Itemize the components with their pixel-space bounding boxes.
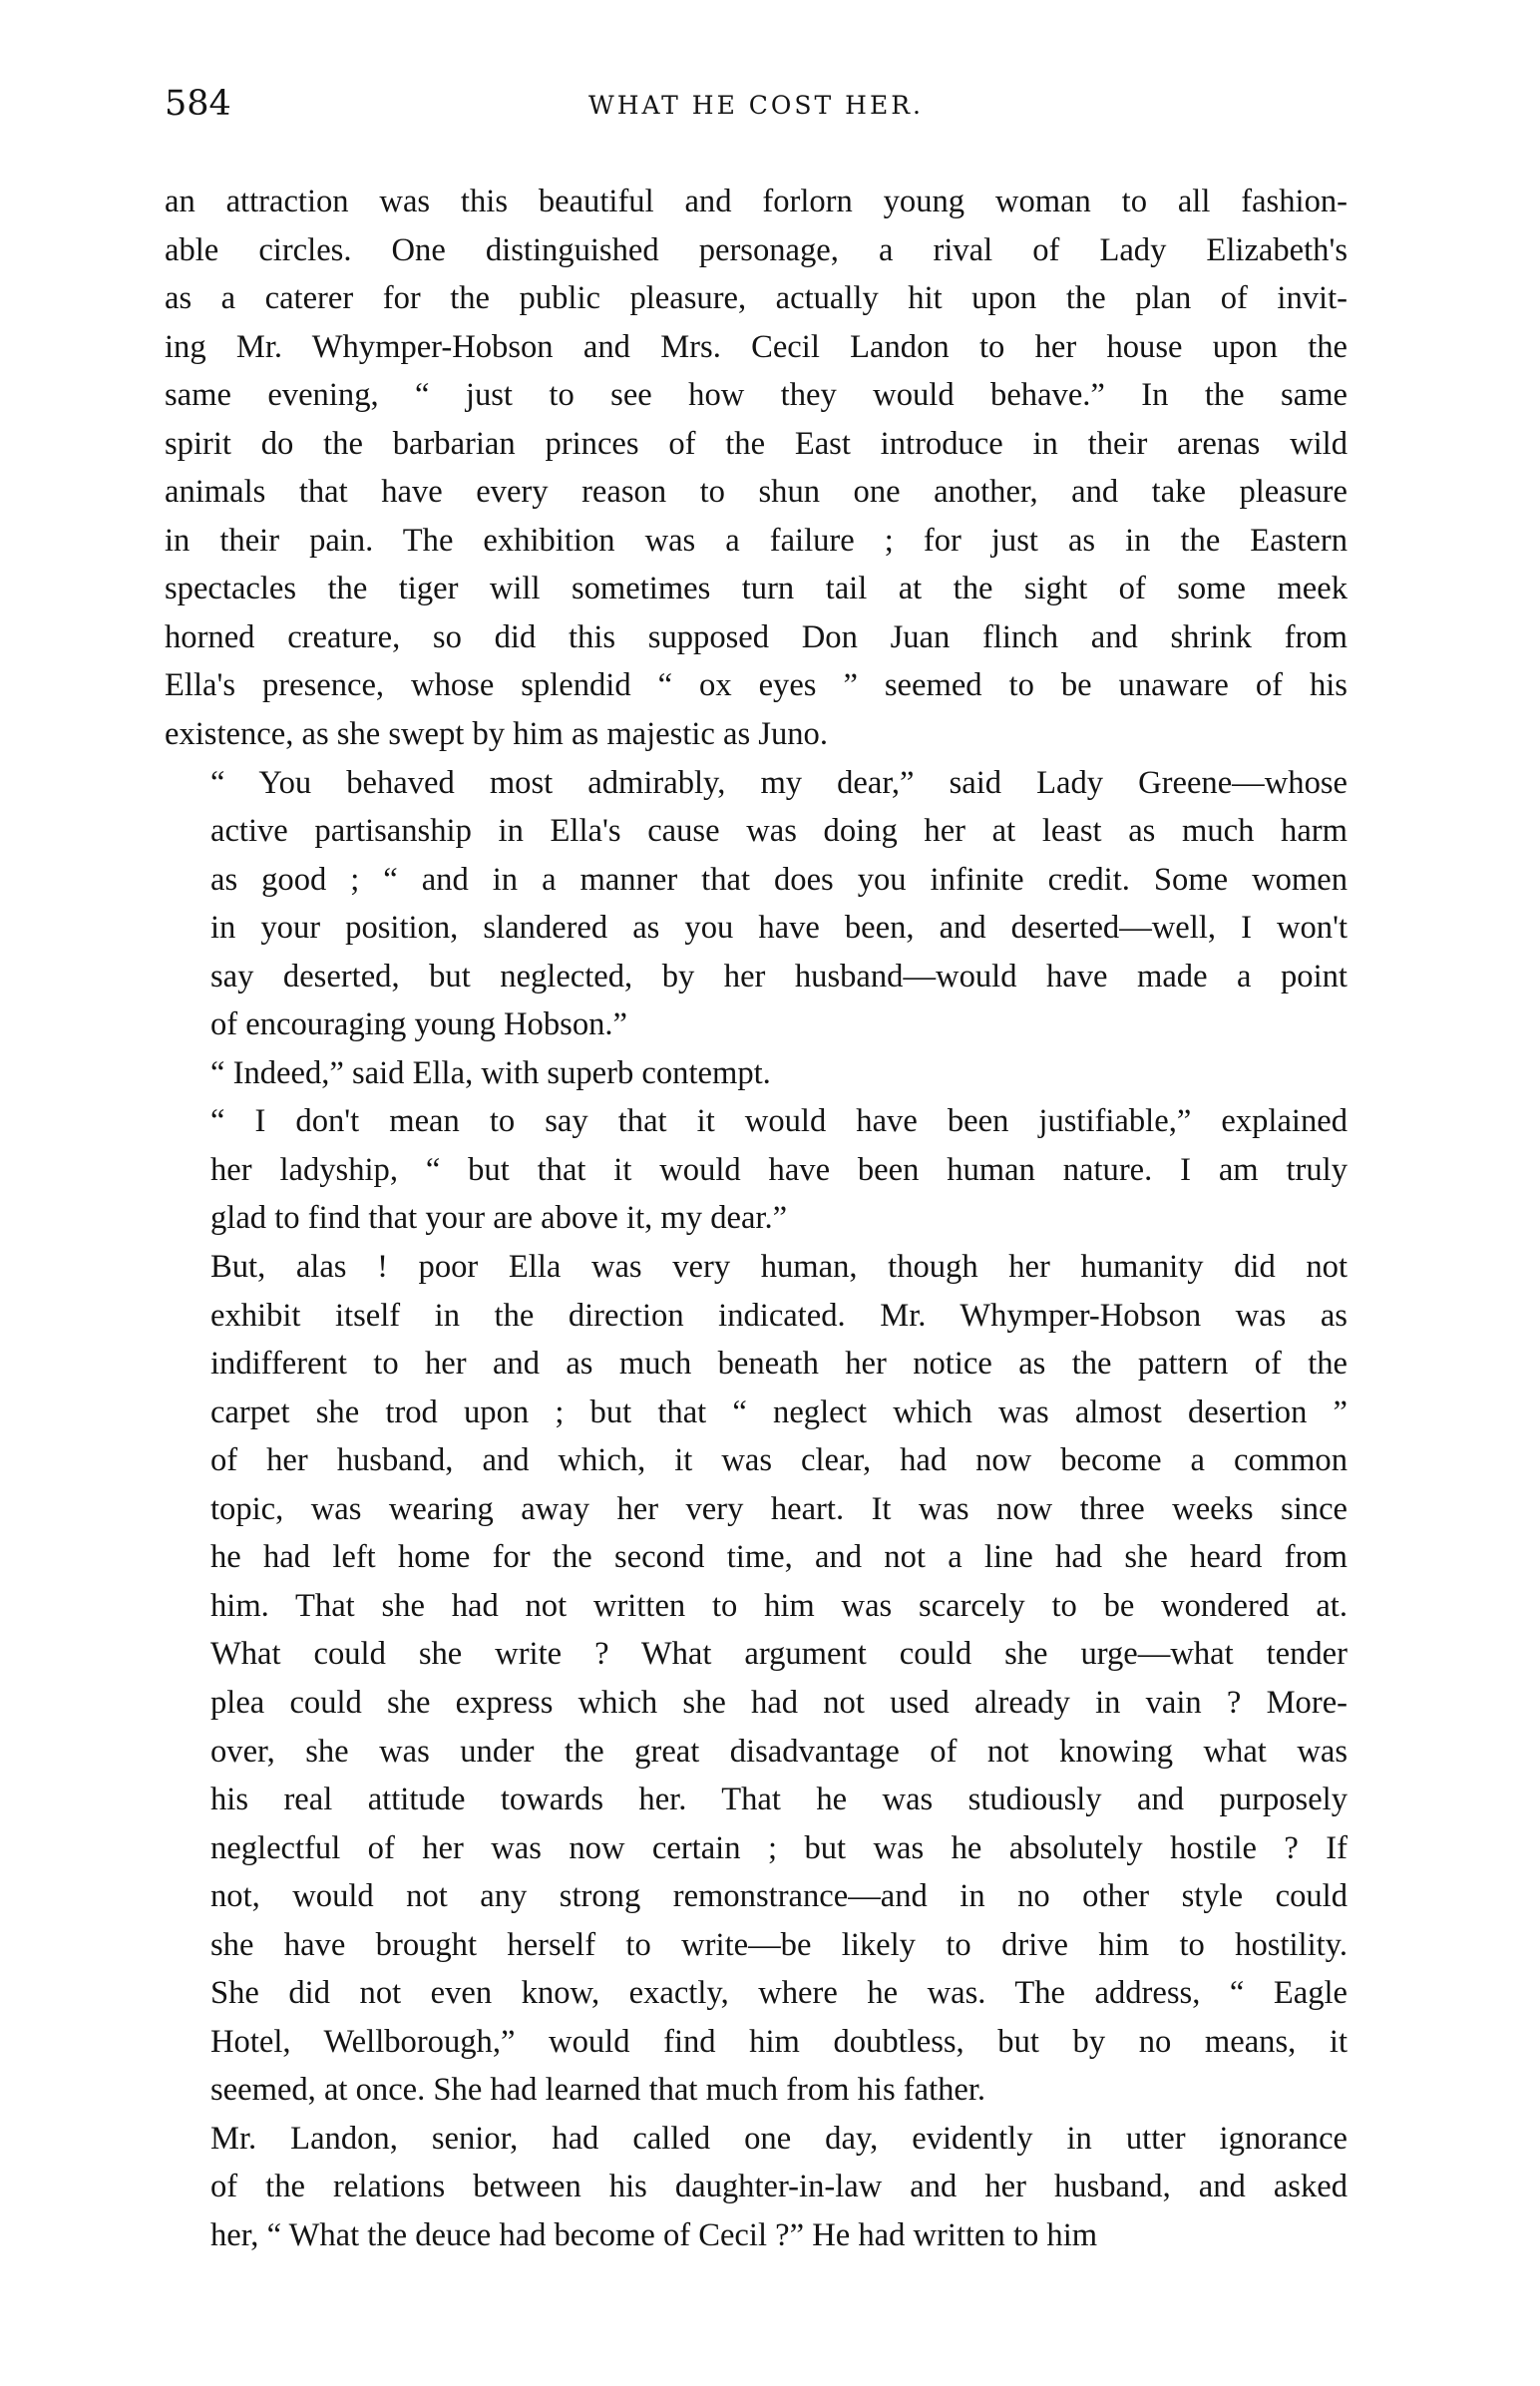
text-line: in their pain. The exhibition was a failure ; for just as in the Eastern <box>165 522 1348 559</box>
text-line: spirit do the barbarian princes of the East introduce in their arenas wild <box>165 425 1348 462</box>
paragraph <box>165 2115 1348 2260</box>
paragraph <box>165 759 1348 1049</box>
text-line: over, she was under the great disadvantage of not knowing what was <box>210 1733 1348 1770</box>
paragraph <box>165 178 1348 759</box>
text-line: as a caterer for the public pleasure, actually hit upon the plan of invit- <box>165 280 1348 317</box>
text-line: But, alas ! poor Ella was very human, though her humanity did not <box>210 1249 1348 1286</box>
text-line: “ You behaved most admirably, my dear,” said Lady Greene—whose <box>210 764 1348 801</box>
text-line: her, “ What the deuce had become of Cecil ?” He had written to him <box>210 2216 1098 2253</box>
text-line: he had left home for the second time, and not a line had she heard from <box>210 1539 1348 1576</box>
text-line: She did not even know, exactly, where he was. The address, “ Eagle <box>210 1975 1348 2012</box>
text-line: say deserted, but neglected, by her husband—would have made a point <box>210 958 1348 994</box>
text-line: “ Indeed,” said Ella, with superb contempt. <box>210 1054 771 1091</box>
text-line: in your position, slandered as you have been, and deserted—well, I won't <box>210 910 1348 947</box>
paragraph <box>165 1049 1348 1098</box>
text-line: his real attitude towards her. That he was studiously and purposely <box>210 1782 1348 1818</box>
text-line: Mr. Landon, senior, had called one day, evidently in utter ignorance <box>210 2120 1348 2157</box>
text-line: as good ; “ and in a manner that does you infinite credit. Some women <box>210 861 1348 898</box>
text-line: of her husband, and which, it was clear, had now become a common <box>210 1442 1348 1479</box>
paragraph <box>165 1243 1348 2115</box>
book-page <box>165 82 1348 2260</box>
text-line: horned creature, so did this supposed Don Juan flinch and shrink from <box>165 618 1348 655</box>
text-line: Ella's presence, whose splendid “ ox eyes ” seemed to be unaware of his <box>165 667 1348 704</box>
page-number: 584 <box>165 84 231 124</box>
text-line: not, would not any strong remonstrance—and in no other style could <box>210 1878 1348 1915</box>
running-title: WHAT HE COST HER. <box>588 91 924 120</box>
paragraph <box>165 1097 1348 1243</box>
text-line: existence, as she swept by him as majestic as Juno. <box>165 716 828 753</box>
text-line: same evening, “ just to see how they would behave.” In the same <box>165 377 1348 414</box>
text-line: of the relations between his daughter-in-law and her husband, and asked <box>210 2169 1348 2205</box>
text-line: an attraction was this beautiful and forlorn young woman to all fashion- <box>165 184 1348 219</box>
text-line: active partisanship in Ella's cause was doing her at least as much harm <box>210 813 1348 850</box>
text-line: him. That she had not written to him was scarcely to be wondered at. <box>210 1587 1348 1624</box>
text-line: topic, was wearing away her very heart. It was now three weeks since <box>210 1490 1348 1527</box>
text-line: glad to find that your are above it, my dear.” <box>210 1200 788 1237</box>
text-line: exhibit itself in the direction indicated. Mr. Whymper-Hobson was as <box>210 1297 1348 1334</box>
text-line: Hotel, Wellborough,” would find him doubtless, but by no means, it <box>210 2023 1348 2060</box>
text-line: What could she write ? What argument could she urge—what tender <box>210 1636 1348 1673</box>
text-line: spectacles the tiger will sometimes turn tail at the sight of some meek <box>165 571 1348 607</box>
text-line: plea could she express which she had not used already in vain ? More- <box>210 1684 1348 1721</box>
text-line: of encouraging young Hobson.” <box>210 1006 627 1043</box>
running-head <box>165 82 1348 134</box>
text-line: seemed, at once. She had learned that much from his father. <box>210 2072 986 2109</box>
text-line: “ I don't mean to say that it would have been justifiable,” explained <box>210 1103 1348 1140</box>
text-line: animals that have every reason to shun one another, and take pleasure <box>165 474 1348 511</box>
text-line: she have brought herself to write—be likely to drive him to hostility. <box>210 1926 1348 1963</box>
text-line: indifferent to her and as much beneath her notice as the pattern of the <box>210 1346 1348 1383</box>
text-line: neglectful of her was now certain ; but was he absolutely hostile ? If <box>210 1829 1348 1866</box>
text-line: her ladyship, “ but that it would have been human nature. I am truly <box>210 1151 1348 1188</box>
body-text <box>165 178 1348 2260</box>
text-line: able circles. One distinguished personage, a rival of Lady Elizabeth's <box>165 231 1348 268</box>
text-line: ing Mr. Whymper-Hobson and Mrs. Cecil Landon to her house upon the <box>165 328 1348 365</box>
text-line: carpet she trod upon ; but that “ neglect which was almost desertion ” <box>210 1393 1348 1430</box>
